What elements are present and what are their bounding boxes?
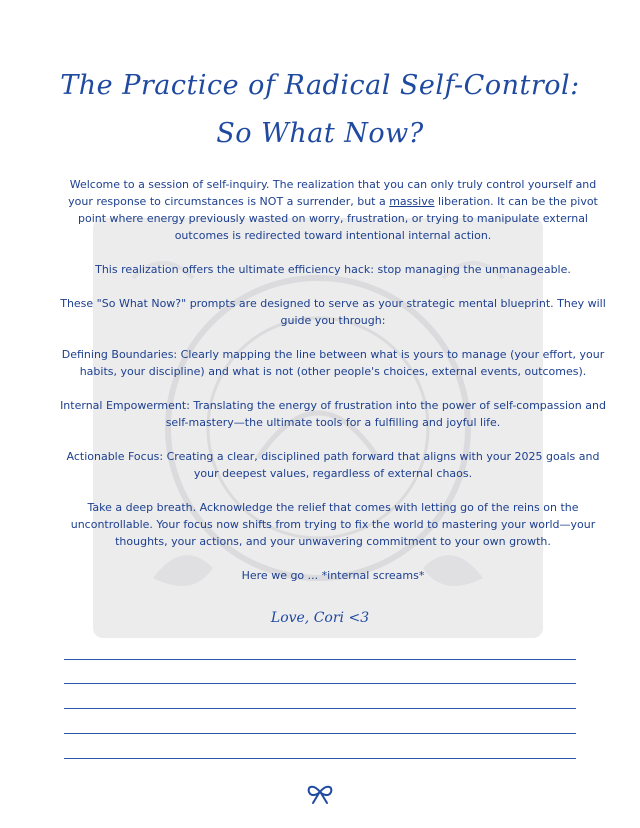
intro-text-end: liberation. It can be the pivot point where energy previously wasted on worry, frustration, or trying to manipulate external outcomes is redirected toward intentional internal action. bbox=[77, 195, 598, 242]
paragraph: These "So What Now?" prompts are designed to serve as your strategic mental blueprint. They will guide you through: bbox=[60, 297, 606, 327]
paragraph: Here we go ... *internal screams* bbox=[241, 569, 425, 582]
intro-emphasis: massive bbox=[389, 195, 435, 208]
bow-icon bbox=[305, 783, 335, 805]
paragraph: This realization offers the ultimate efficiency hack: stop managing the unmanageable. bbox=[95, 263, 571, 276]
paragraph: Actionable Focus: Creating a clear, disciplined path forward that aligns with your 2025 goals and your deepest values, regardless of external chaos. bbox=[66, 450, 600, 480]
intro-text-start: Welcome to a session of self-inquiry. The realization that you can only truly control yourself and your response to circumstances is NOT a surrender, but a bbox=[68, 178, 597, 208]
writing-line bbox=[64, 659, 576, 660]
writing-line bbox=[64, 758, 576, 759]
page-title-line-2: So What Now? bbox=[216, 118, 424, 149]
writing-line bbox=[64, 708, 576, 709]
paragraph: Defining Boundaries: Clearly mapping the line between what is yours to manage (your effort, your habits, your discipline) and what is not (other people's choices, external events, outcomes). bbox=[61, 348, 605, 378]
signature: Love, Cori <3 bbox=[270, 610, 370, 626]
body-text bbox=[60, 176, 606, 601]
paragraph: Internal Empowerment: Translating the energy of frustration into the power of self-compassion and self-mastery—the ultimate tools for a fulfilling and joyful life. bbox=[60, 399, 606, 429]
writing-line bbox=[64, 733, 576, 734]
page-title-line-1: The Practice of Radical Self-Control: bbox=[60, 70, 580, 101]
paragraph: Take a deep breath. Acknowledge the relief that comes with letting go of the reins on the uncontrollable. Your focus now shifts from trying to fix the world to mastering your world—your thoughts, your actions, and your unwavering commitment to your own growth. bbox=[70, 501, 596, 548]
intro-paragraph bbox=[60, 176, 606, 244]
writing-line bbox=[64, 683, 576, 684]
